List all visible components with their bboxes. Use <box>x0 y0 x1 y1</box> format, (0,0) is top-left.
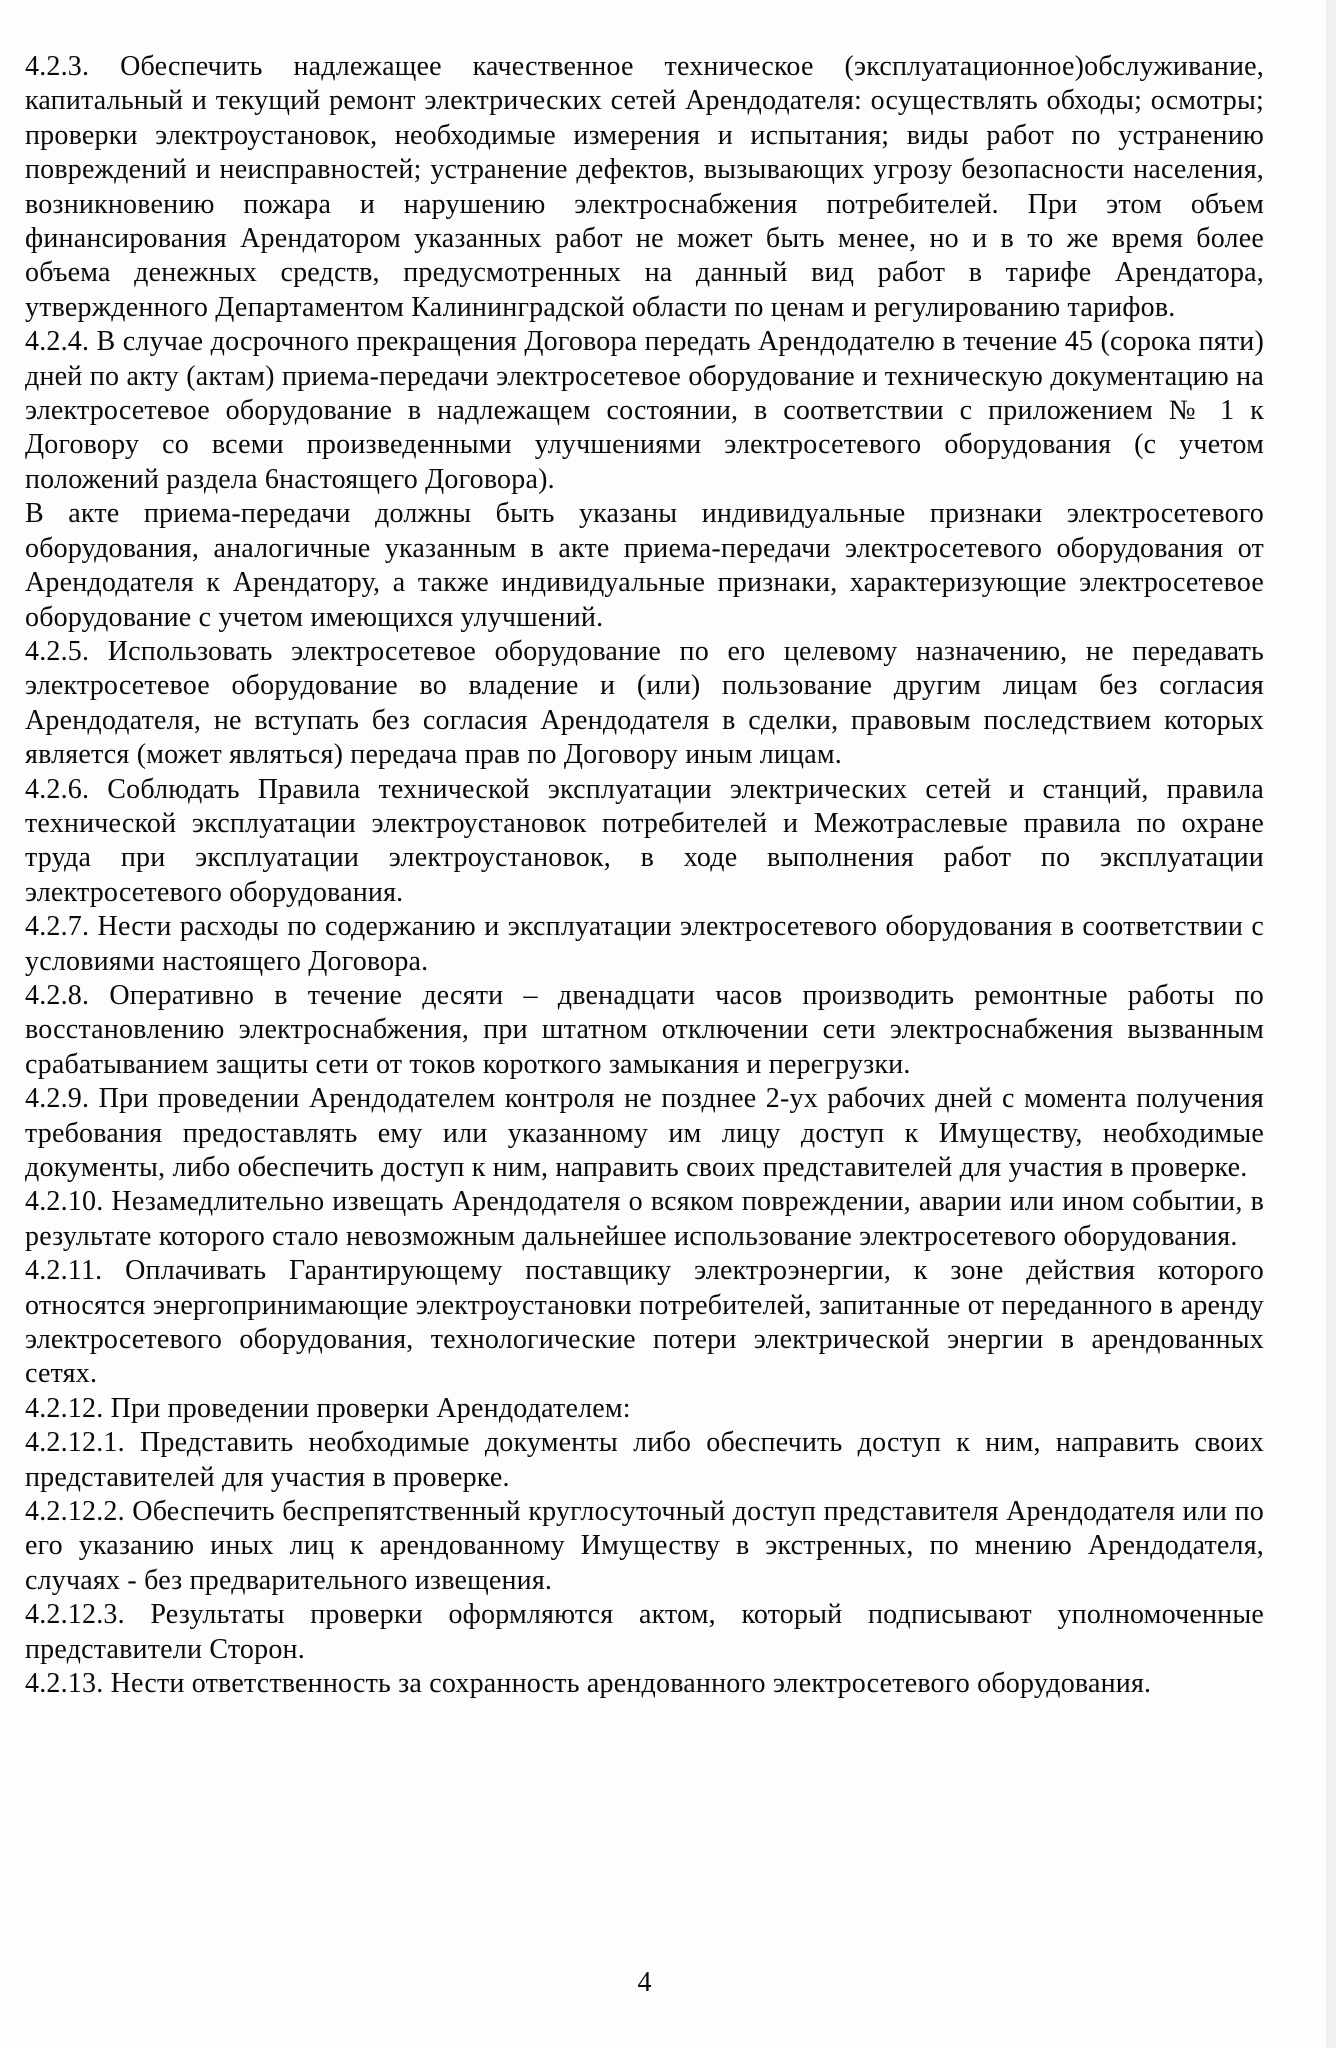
clause-4-2-7: 4.2.7. Нести расходы по содержанию и эксплуатации электросетевого оборудования в соответствии с условиями настоящего Договора. <box>25 911 1264 977</box>
clause-4-2-6: 4.2.6. Соблюдать Правила технической эксплуатации электрических сетей и станций, правила технической эксплуатации электроустановок потребителей и Межотраслевые правила по охране труда при эксплуатации электроустановок, в ходе выполнения работ по эксплуатации электросетевого оборудования. <box>25 773 1264 908</box>
clause-4-2-3: 4.2.3. Обеспечить надлежащее качественное техническое (эксплуатационное)обслуживание, капитальный и текущий ремонт электрических сетей Арендодателя: осуществлять обходы; осмотры; проверки электроустановок, необходимые измерения и испытания; виды работ по устранению повреждений и неисправностей; устранение дефектов, вызывающих угрозу безопасности населения, возникновению пожара и нарушению электроснабжения потребителей. При этом объем финансирования Арендатором указанных работ не может быть менее, но и в то же время более объема денежных средств, предусмотренных на данный вид работ в тарифе Арендатора, утвержденного Департаментом Калининградской области по ценам и регулированию тарифов. <box>25 51 1264 323</box>
clause-4-2-12: 4.2.12. При проведении проверки Арендодателем: <box>25 1392 631 1424</box>
page-number: 4 <box>637 1967 652 1998</box>
clause-4-2-9: 4.2.9. При проведении Арендодателем контроля не позднее 2-ух рабочих дней с момента получения требования предоставлять ему или указанному им лицу доступ к Имуществу, необходимые документы, либо обеспечить доступ к ним, направить своих представителей для участия в проверке. <box>25 1083 1264 1183</box>
contract-text-body <box>25 50 1264 1702</box>
clause-4-2-4: 4.2.4. В случае досрочного прекращения Договора передать Арендодателю в течение 45 (сорока пяти) дней по акту (актам) приема-передачи электросетевое оборудование и техническую документацию на электросетевое оборудование в надлежащем состоянии, в соответствии с приложением № 1 к Договору со всеми произведенными улучшениями электросетевого оборудования (с учетом положений раздела 6настоящего Договора). <box>25 326 1264 495</box>
clause-4-2-8: 4.2.8. Оперативно в течение десяти – двенадцати часов производить ремонтные работы по восстановлению электроснабжения, при штатном отключении сети электроснабжения вызванным срабатыванием защиты сети от токов короткого замыкания и перегрузки. <box>25 979 1264 1080</box>
clause-4-2-12-2: 4.2.12.2. Обеспечить беспрепятственный круглосуточный доступ представителя Арендодателя или по его указанию иных лиц к арендованному Имуществу в экстренных, по мнению Арендодателя, случаях - без предварительного извещения. <box>25 1496 1264 1596</box>
clause-4-2-13: 4.2.13. Нести ответственность за сохранность арендованного электросетевого оборудования. <box>25 1668 1152 1700</box>
clause-4-2-12-3: 4.2.12.3. Результаты проверки оформляются актом, который подписывают уполномоченные представители Сторон. <box>25 1599 1264 1665</box>
clause-4-2-5: 4.2.5. Использовать электросетевое оборудование по его целевому назначению, не передавать электросетевое оборудование во владение и (или) пользование другим лицам без согласия Арендодателя, не вступать без согласия Арендодателя в сделки, правовым последствием которых является (может являться) передача прав по Договору иным лицам. <box>25 635 1264 771</box>
scan-edge-shading <box>1326 0 1336 2048</box>
clause-4-2-11: 4.2.11. Оплачивать Гарантирующему поставщику электроэнергии, к зоне действия которого относятся энергопринимающие электроустановки потребителей, запитанные от переданного в аренду электросетевого оборудования, технологические потери электрической энергии в арендованных сетях. <box>25 1255 1264 1390</box>
clause-4-2-10: 4.2.10. Незамедлительно извещать Арендодателя о всяком повреждении, аварии или ином событии, в результате которого стало невозможным дальнейшее использование электросетевого оборудования. <box>25 1186 1264 1252</box>
clause-4-2-12-1: 4.2.12.1. Представить необходимые документы либо обеспечить доступ к ним, направить своих представителей для участия в проверке. <box>25 1427 1264 1493</box>
clause-4-2-4-continuation: В акте приема-передачи должны быть указаны индивидуальные признаки электросетевого оборудования, аналогичные указанным в акте приема-передачи электросетевого оборудования от Арендодателя к Арендатору, а также индивидуальные признаки, характеризующие электросетевое оборудование с учетом имеющихся улучшений. <box>25 498 1264 633</box>
page-footer <box>25 1966 1264 2000</box>
